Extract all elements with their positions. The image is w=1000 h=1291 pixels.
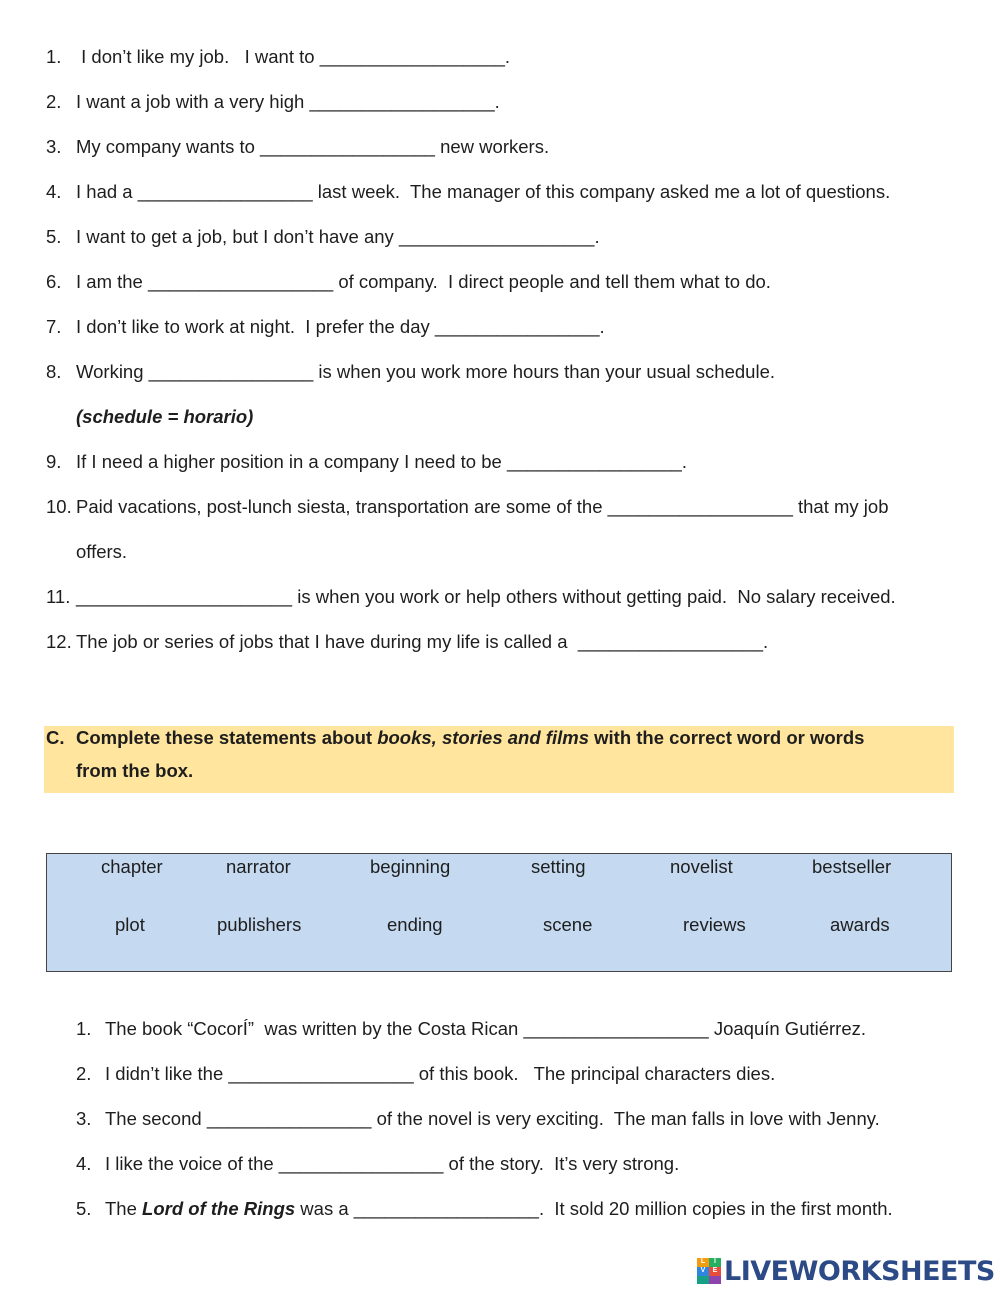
statement-text: I want to get a job, but I don’t have any [76,226,399,247]
item-number: 5. [46,226,62,247]
section-c-item-3 [76,1105,880,1133]
item-number: 3. [76,1108,92,1129]
statement-text: The second [105,1108,207,1129]
answer-blank[interactable]: ________________ [278,1153,444,1174]
section-b-item-13 [46,583,896,611]
statement-text: The [105,1198,143,1219]
word-scene[interactable]: scene [543,914,593,935]
statement-text: last week. The manager of this company asked me a lot of questions. [312,181,891,202]
statement-text: of the novel is very exciting. The man falls in love with Jenny. [371,1108,880,1129]
word-awards[interactable]: awards [830,914,890,935]
logo-icon-letter: E [709,1267,721,1276]
statement-text: I didn’t like the [105,1063,229,1084]
answer-blank[interactable]: __________________ [353,1198,539,1219]
item-number: 4. [76,1153,92,1174]
statement-text: . [594,226,600,247]
item-number: 4. [46,181,62,202]
word-publishers[interactable]: publishers [217,914,302,935]
section-b-item-12 [46,538,127,566]
statement-text: new workers. [434,136,550,157]
answer-blank[interactable]: __________________ [319,46,505,67]
item-number [46,538,76,566]
section-b-item-8 [46,358,775,386]
section-b-item-10 [46,448,687,476]
item-number: 5. [76,1198,92,1219]
item-number: 7. [46,316,62,337]
statement-text: offers. [76,541,128,562]
item-number: 3. [46,136,62,157]
statement-text: Working [76,361,149,382]
statement-text: of the story. It’s very strong. [443,1153,680,1174]
liveworksheets-logo [697,1254,995,1288]
word-chapter[interactable]: chapter [101,856,163,877]
emphasis-text: (schedule = horario) [76,406,254,427]
word-box [46,853,952,972]
item-number: 2. [76,1063,92,1084]
statement-text: . [763,631,769,652]
statement-text: . [599,316,605,337]
answer-blank[interactable]: __________________ [228,1063,414,1084]
statement-text: If I need a higher position in a company I need to be [76,451,507,472]
item-number: 1. [46,46,62,67]
answer-blank[interactable]: ________________ [206,1108,372,1129]
statement-text: of this book. The principal characters dies. [413,1063,776,1084]
item-number: 12. [46,631,72,652]
item-number: 10. [46,496,72,517]
section-b-item-6 [46,268,771,296]
word-reviews[interactable]: reviews [683,914,746,935]
word-setting[interactable]: setting [531,856,586,877]
statement-text: I am the [76,271,148,292]
section-c-item-2 [76,1060,775,1088]
answer-blank[interactable]: _________________ [260,136,435,157]
statement-text: is when you work more hours than your usual schedule. [313,361,775,382]
answer-blank[interactable]: _____________________ [76,586,293,607]
statement-text: is when you work or help others without getting paid. No salary received. [292,586,896,607]
statement-text: . [504,46,511,67]
item-number: 2. [46,91,62,112]
statement-text: . It sold 20 million copies in the first month. [538,1198,893,1219]
section-c-item-4 [76,1150,679,1178]
item-number: 1. [76,1018,92,1039]
item-number [46,403,76,431]
answer-blank[interactable]: ________________ [148,361,314,382]
emphasis-text: Lord of the Rings [142,1198,296,1219]
item-number: 8. [46,361,62,382]
item-number: 9. [46,451,62,472]
word-novelist[interactable]: novelist [670,856,733,877]
answer-blank[interactable]: __________________ [147,271,334,292]
word-beginning[interactable]: beginning [370,856,451,877]
section-c-instruction-line-2: from the box. [76,760,194,781]
statement-text: . [681,451,687,472]
section-c-item-1 [76,1015,866,1043]
logo-text: LIVEWORKSHEETS [724,1255,995,1287]
answer-blank[interactable]: __________________ [309,91,495,112]
item-number: 11. [46,586,71,607]
word-plot[interactable]: plot [115,914,145,935]
section-b-item-9 [46,403,253,431]
section-c-item-5 [76,1195,893,1223]
statement-text: I want a job with a very high [76,91,310,112]
statement-text: . [494,91,500,112]
section-b-item-14 [46,628,768,656]
statement-text: I had a [76,181,138,202]
liveworksheets-icon [697,1258,721,1284]
statement-text: The book “CocorÍ” was written by the Costa Rican [105,1018,524,1039]
answer-blank[interactable]: ________________ [434,316,600,337]
word-ending[interactable]: ending [387,914,443,935]
statement-text: of company. I direct people and tell them what to do. [333,271,771,292]
logo-icon-letter: V [697,1267,709,1276]
statement-text: I don’t like to work at night. I prefer the day [76,316,435,337]
statement-text: My company wants to [76,136,261,157]
item-number: 6. [46,271,62,292]
section-c-instruction-line-1: C. Complete these statements about books, stories and films with the correct word or words [46,724,864,752]
answer-blank[interactable]: _________________ [137,181,313,202]
answer-blank[interactable]: _________________ [506,451,682,472]
section-b-item-2 [46,88,500,116]
statement-text: Joaquín Gutiérrez. [708,1018,867,1039]
section-b-item-1 [46,43,510,71]
answer-blank[interactable]: __________________ [577,631,764,652]
word-narrator[interactable]: narrator [226,856,291,877]
statement-text: I like the voice of the [105,1153,279,1174]
statement-text: was a [295,1198,354,1219]
logo-icon-letter: I [709,1258,721,1267]
word-bestseller[interactable]: bestseller [812,856,892,877]
statement-text: I don’t like my job. I want to [76,46,320,67]
answer-blank[interactable]: ___________________ [398,226,595,247]
section-b-item-4 [46,178,890,206]
statement-text: that my job [792,496,889,517]
statement-text: The job or series of jobs that I have during my life is called a [76,631,578,652]
section-b-item-11 [46,493,889,521]
section-c-letter: C. [46,727,65,748]
answer-blank[interactable]: __________________ [607,496,793,517]
section-b-item-5 [46,223,600,251]
answer-blank[interactable]: __________________ [523,1018,709,1039]
section-b-item-3 [46,133,549,161]
section-b-item-7 [46,313,605,341]
statement-text: Paid vacations, post-lunch siesta, transportation are some of the [76,496,608,517]
logo-icon-letter: L [697,1258,709,1267]
